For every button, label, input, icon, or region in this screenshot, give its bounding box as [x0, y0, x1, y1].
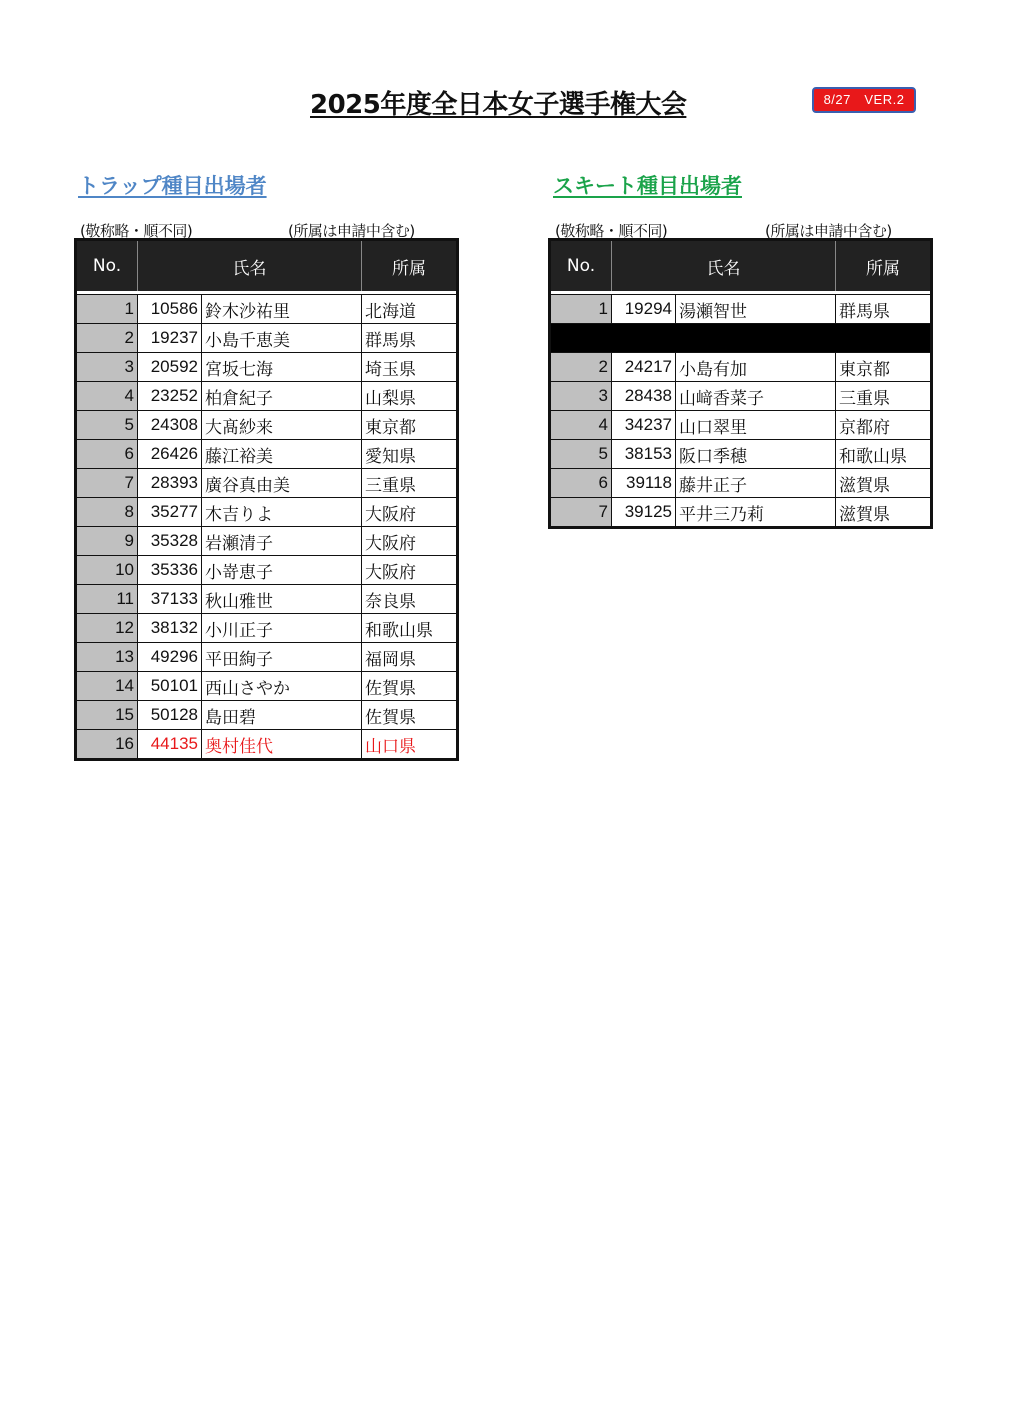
- affiliation: 三重県: [362, 469, 458, 498]
- athlete-name: 平井三乃莉: [676, 498, 836, 528]
- affiliation: 奈良県: [362, 585, 458, 614]
- member-id: 39118: [612, 469, 676, 498]
- row-number: 2: [550, 353, 612, 382]
- row-number: 7: [76, 469, 138, 498]
- table-row: [76, 353, 458, 382]
- member-id: 26426: [138, 440, 202, 469]
- row-number: 4: [550, 411, 612, 440]
- member-id: 50101: [138, 672, 202, 701]
- athlete-name: 岩瀬清子: [202, 527, 362, 556]
- athlete-name: 藤江裕美: [202, 440, 362, 469]
- member-id: 19237: [138, 324, 202, 353]
- table-header-row: [76, 240, 458, 292]
- athlete-name: 島田碧: [202, 701, 362, 730]
- row-number: 14: [76, 672, 138, 701]
- table-header-row: [550, 240, 932, 292]
- affiliation: 山梨県: [362, 382, 458, 411]
- column-header-affiliation: 所属: [836, 240, 932, 292]
- athlete-name: 宮坂七海: [202, 353, 362, 382]
- column-header-name: 氏名: [138, 240, 362, 292]
- row-number: 9: [76, 527, 138, 556]
- table-row: [76, 295, 458, 324]
- table-row: [76, 382, 458, 411]
- member-id: 37133: [138, 585, 202, 614]
- table-row: [76, 498, 458, 527]
- table-row: [76, 324, 458, 353]
- affiliation: 三重県: [836, 382, 932, 411]
- table-row: [76, 672, 458, 701]
- athlete-name: 柏倉紀子: [202, 382, 362, 411]
- athlete-name: 阪口季穂: [676, 440, 836, 469]
- table-row: [550, 411, 932, 440]
- member-id: 34237: [612, 411, 676, 440]
- member-id: 28438: [612, 382, 676, 411]
- member-id: 23252: [138, 382, 202, 411]
- affiliation: 大阪府: [362, 556, 458, 585]
- table-row: [76, 730, 458, 760]
- page-title: 2025年度全日本女子選手権大会: [310, 90, 687, 120]
- athlete-name: 鈴木沙祐里: [202, 295, 362, 324]
- row-number: 16: [76, 730, 138, 760]
- row-number: 13: [76, 643, 138, 672]
- affiliation: 東京都: [836, 353, 932, 382]
- trap-note-honorifics: (敬称略・順不同): [80, 222, 193, 240]
- version-badge: 8/27 VER.2: [812, 87, 916, 113]
- table-row: [76, 585, 458, 614]
- table-row: [550, 382, 932, 411]
- athlete-name: 大髙紗来: [202, 411, 362, 440]
- member-id: 24217: [612, 353, 676, 382]
- row-number: 7: [550, 498, 612, 528]
- athlete-name: 秋山雅世: [202, 585, 362, 614]
- row-number: 6: [550, 469, 612, 498]
- affiliation: 京都府: [836, 411, 932, 440]
- blank-row: [550, 324, 932, 353]
- member-id: 24308: [138, 411, 202, 440]
- affiliation: 佐賀県: [362, 701, 458, 730]
- athlete-name: 藤井正子: [676, 469, 836, 498]
- member-id: 35336: [138, 556, 202, 585]
- trap-section-title: トラップ種目出場者: [78, 174, 267, 198]
- column-header-name: 氏名: [612, 240, 836, 292]
- affiliation: 東京都: [362, 411, 458, 440]
- skeet-note-affiliation: (所属は申請中含む): [765, 222, 892, 240]
- affiliation: 埼玉県: [362, 353, 458, 382]
- member-id: 20592: [138, 353, 202, 382]
- affiliation: 北海道: [362, 295, 458, 324]
- table-row: [76, 556, 458, 585]
- table-row: [550, 498, 932, 528]
- affiliation: 和歌山県: [362, 614, 458, 643]
- row-number: 6: [76, 440, 138, 469]
- row-number: 3: [550, 382, 612, 411]
- member-id: 35328: [138, 527, 202, 556]
- table-row: [550, 469, 932, 498]
- column-header-no: No.: [550, 240, 612, 292]
- athlete-name: 廣谷真由美: [202, 469, 362, 498]
- member-id: 44135: [138, 730, 202, 760]
- table-row: [550, 440, 932, 469]
- trap-note-affiliation: (所属は申請中含む): [288, 222, 415, 240]
- row-number: 3: [76, 353, 138, 382]
- table-row: [76, 469, 458, 498]
- table-row: [550, 353, 932, 382]
- athlete-name: 小島有加: [676, 353, 836, 382]
- trap-roster-table: [74, 238, 459, 761]
- member-id: 50128: [138, 701, 202, 730]
- skeet-note-honorifics: (敬称略・順不同): [555, 222, 668, 240]
- row-number: 5: [76, 411, 138, 440]
- member-id: 10586: [138, 295, 202, 324]
- affiliation: 福岡県: [362, 643, 458, 672]
- athlete-name: 平田絢子: [202, 643, 362, 672]
- member-id: 38132: [138, 614, 202, 643]
- affiliation: 大阪府: [362, 498, 458, 527]
- affiliation: 大阪府: [362, 527, 458, 556]
- skeet-section-title: スキート種目出場者: [553, 174, 742, 198]
- row-number: 4: [76, 382, 138, 411]
- row-number: 10: [76, 556, 138, 585]
- athlete-name: 小嵜恵子: [202, 556, 362, 585]
- member-id: 19294: [612, 295, 676, 324]
- column-header-affiliation: 所属: [362, 240, 458, 292]
- row-number: 5: [550, 440, 612, 469]
- column-header-no: No.: [76, 240, 138, 292]
- athlete-name: 山口翠里: [676, 411, 836, 440]
- athlete-name: 西山さやか: [202, 672, 362, 701]
- athlete-name: 湯瀬智世: [676, 295, 836, 324]
- row-number: 1: [76, 295, 138, 324]
- member-id: 39125: [612, 498, 676, 528]
- row-number: 1: [550, 295, 612, 324]
- row-number: 11: [76, 585, 138, 614]
- table-row: [76, 614, 458, 643]
- table-row: [76, 701, 458, 730]
- athlete-name: 木吉りよ: [202, 498, 362, 527]
- member-id: 35277: [138, 498, 202, 527]
- member-id: 28393: [138, 469, 202, 498]
- member-id: 38153: [612, 440, 676, 469]
- table-row: [76, 440, 458, 469]
- row-number: 8: [76, 498, 138, 527]
- athlete-name: 奥村佳代: [202, 730, 362, 760]
- affiliation: 愛知県: [362, 440, 458, 469]
- affiliation: 和歌山県: [836, 440, 932, 469]
- affiliation: 佐賀県: [362, 672, 458, 701]
- affiliation: 滋賀県: [836, 498, 932, 528]
- table-row: [76, 643, 458, 672]
- row-number: 12: [76, 614, 138, 643]
- skeet-roster-table: [548, 238, 933, 529]
- affiliation: 山口県: [362, 730, 458, 760]
- affiliation: 滋賀県: [836, 469, 932, 498]
- table-row: [76, 411, 458, 440]
- affiliation: 群馬県: [836, 295, 932, 324]
- member-id: 49296: [138, 643, 202, 672]
- table-row: [550, 295, 932, 324]
- affiliation: 群馬県: [362, 324, 458, 353]
- row-number: 15: [76, 701, 138, 730]
- row-number: 2: [76, 324, 138, 353]
- athlete-name: 山﨑香菜子: [676, 382, 836, 411]
- athlete-name: 小川正子: [202, 614, 362, 643]
- athlete-name: 小島千恵美: [202, 324, 362, 353]
- table-row: [76, 527, 458, 556]
